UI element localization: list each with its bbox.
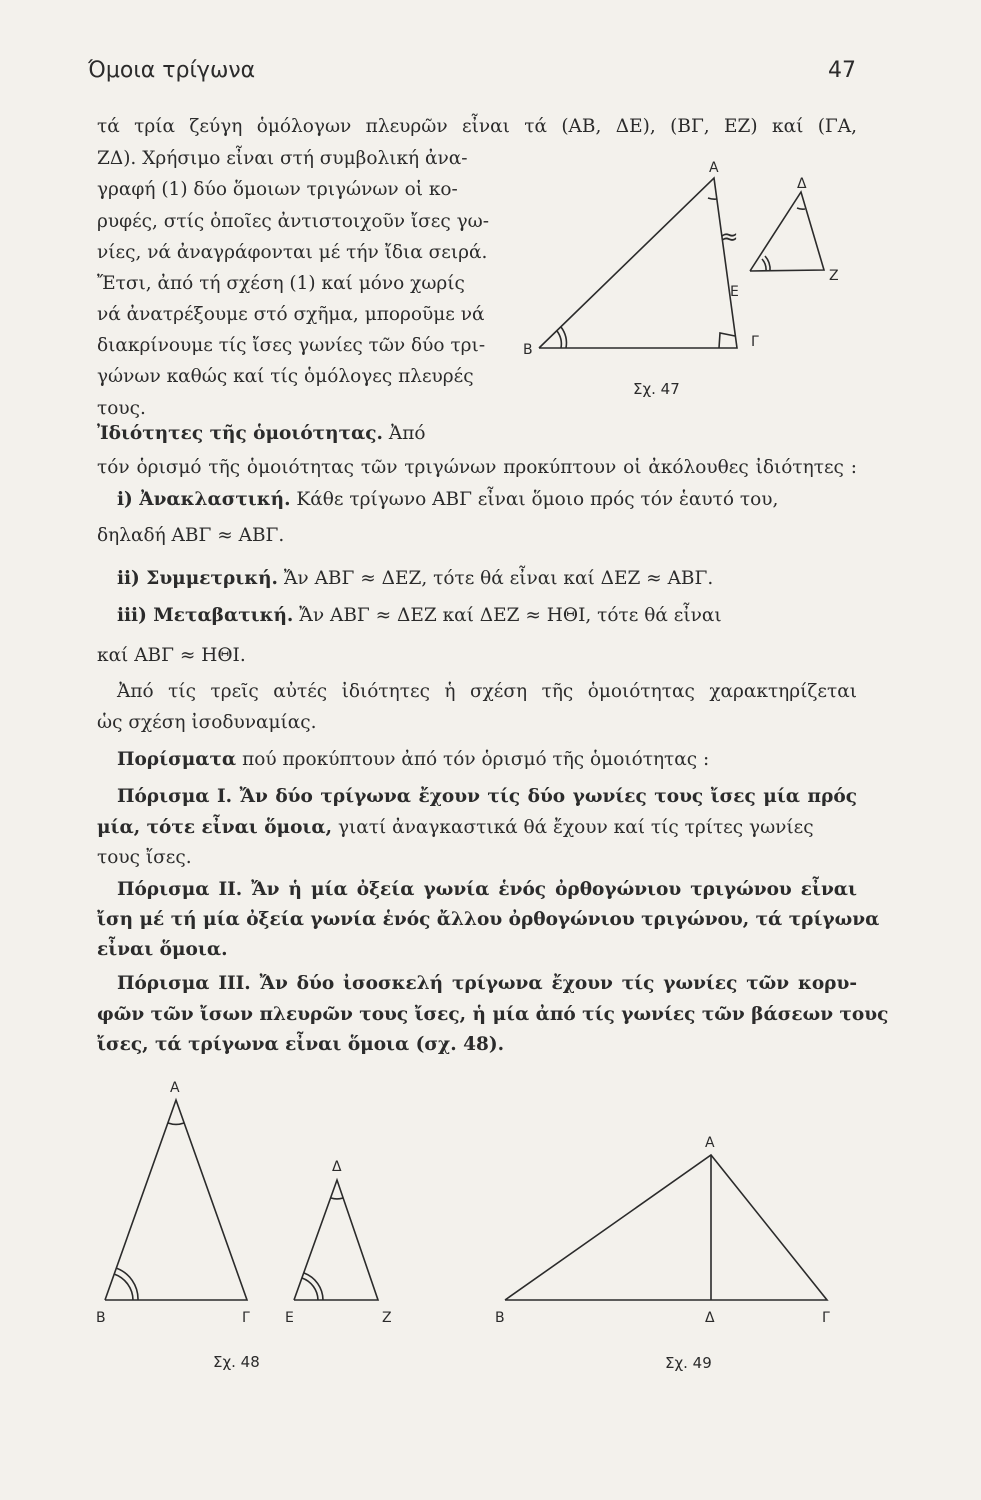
properties-heading-line — [97, 422, 426, 446]
figure-caption: Σχ. 47 — [633, 380, 680, 398]
vertex-label-g: Γ — [751, 334, 759, 350]
property-i — [117, 488, 778, 512]
triangle-abg — [505, 1155, 827, 1300]
corollaries-intro-text: πού προκύπτουν ἀπό τόν ὁρισμό τῆς ὁμοιότητας : — [242, 749, 710, 770]
vertex-label-d: Δ — [332, 1159, 342, 1175]
page-number: 47 — [828, 58, 856, 83]
corollary-2-line: Πόρισμα ΙΙ. Ἄν ἡ μία ὀξεία γωνία ἑνός ὀρθογώνιου τριγώνου εἶναι — [117, 879, 857, 900]
angle-mark-e — [762, 259, 766, 271]
properties-heading: Ἰδιότητες τῆς ὁμοιότητας. — [97, 423, 383, 444]
text-line: ρυφές, στίς ὁποῖες ἀντιστοιχοῦν ἴσες γω- — [97, 211, 489, 232]
property-text: Ἄν ΑΒΓ ≈ ΔΕΖ καί ΔΕΖ ≈ ΗΘΙ, τότε θά εἶναι — [299, 605, 722, 626]
property-label: iii) Μεταβατική. — [117, 605, 294, 626]
vertex-label-b: Β — [96, 1310, 106, 1326]
corollary-3-line: ἴσες, τά τρίγωνα εἶναι ὅμοια (σχ. 48). — [97, 1034, 505, 1055]
text-line: ὡς σχέση ἰσοδυναμίας. — [97, 712, 317, 733]
property-label: i) Ἀνακλαστική. — [117, 489, 291, 510]
vertex-label-z: Ζ — [382, 1310, 392, 1326]
text-line: γώνων καθώς καί τίς ὁμόλογες πλευρές — [97, 366, 474, 387]
property-ii — [117, 567, 713, 591]
property-text: Ἄν ΑΒΓ ≈ ΔΕΖ, τότε θά εἶναι καί ΔΕΖ ≈ ΑΒΓ. — [283, 568, 714, 589]
text-line: Ἀπό τίς τρεῖς αὐτές ἰδιότητες ἡ σχέση τῆς ὁμοιότητας χαρακτηρίζεται — [117, 681, 857, 702]
text-line: τους. — [97, 398, 146, 419]
figure-caption: Σχ. 49 — [665, 1354, 712, 1372]
text-line: γραφή (1) δύο ὅμοιων τριγώνων οἱ κο- — [97, 179, 458, 200]
angle-mark-b — [557, 331, 561, 348]
corollary-2-line: εἶναι ὅμοια. — [97, 939, 228, 960]
angle-mark-d — [331, 1198, 343, 1199]
corollary-1-line — [97, 816, 814, 840]
angle-mark-d — [797, 208, 805, 209]
corollaries-heading: Πορίσματα — [117, 749, 237, 770]
figure-49 — [490, 1130, 850, 1385]
vertex-label-a: Α — [709, 160, 719, 176]
text-line: καί ΑΒΓ ≈ ΗΘΙ. — [97, 645, 246, 666]
triangle-dez — [294, 1180, 378, 1300]
vertex-label-g: Γ — [822, 1310, 830, 1326]
corollary-3-line: φῶν τῶν ἴσων πλευρῶν τους ἴσες, ἡ μία ἀπό τίς γωνίες τῶν βάσεων τους — [97, 1004, 889, 1025]
property-label: ii) Συμμετρική. — [117, 568, 278, 589]
triangle-abg — [539, 178, 737, 348]
text-line: τους ἴσες. — [97, 847, 192, 868]
vertex-label-a: Α — [705, 1135, 715, 1151]
property-iii — [117, 604, 722, 628]
corollary-1-rest: γιατί ἀναγκαστικά θά ἔχουν καί τίς τρίτες γωνίες — [337, 817, 814, 838]
text-line: τά τρία ζεύγη ὁμόλογων πλευρῶν εἶναι τά (ΑΒ, ΔΕ), (ΒΓ, ΕΖ) καί (ΓΑ, — [97, 116, 857, 137]
text-line: τόν ὁρισμό τῆς ὁμοιότητας τῶν τριγώνων προκύπτουν οἱ ἀκόλουθες ἰδιότητες : — [97, 457, 857, 478]
triangle-abg — [105, 1100, 247, 1300]
corollary-1-bold: μία, τότε εἶναι ὅμοια, — [97, 817, 333, 838]
property-text: Κάθε τρίγωνο ΑΒΓ εἶναι ὅμοιο πρός τόν ἑαυτό του, — [296, 489, 779, 510]
figure-48 — [80, 1075, 410, 1385]
text-line: νά ἀνατρέξουμε στό σχῆμα, μποροῦμε νά — [97, 304, 485, 325]
triangle-dez — [750, 192, 824, 271]
text-line: ΖΔ). Χρήσιμο εἶναι στή συμβολική ἀνα- — [97, 148, 468, 169]
angle-mark-g — [719, 333, 735, 348]
vertex-label-d: Δ — [705, 1310, 715, 1326]
corollaries-intro — [117, 748, 709, 772]
vertex-label-e: Ε — [730, 284, 739, 300]
angle-mark-a — [708, 198, 717, 199]
corollary-1-line: Πόρισμα Ι. Ἄν δύο τρίγωνα ἔχουν τίς δύο γωνίες τους ἴσες μία πρός — [117, 786, 857, 807]
corollary-3-line: Πόρισμα ΙΙΙ. Ἄν δύο ἰσοσκελή τρίγωνα ἔχουν τίς γωνίες τῶν κορυ- — [117, 973, 857, 994]
running-header-title: Όμοια τρίγωνα — [88, 58, 256, 83]
vertex-label-d: Δ — [797, 176, 807, 192]
similarity-symbol: ≈ — [720, 225, 739, 250]
vertex-label-a: Α — [170, 1080, 180, 1096]
figure-47 — [515, 150, 855, 420]
text-line: νίες, νά ἀναγράφονται μέ τήν ἴδια σειρά. — [97, 242, 488, 263]
text-line: διακρίνουμε τίς ἴσες γωνίες τῶν δύο τρι- — [97, 335, 486, 356]
text-line: Ἔτσι, ἀπό τή σχέση (1) καί μόνο χωρίς — [97, 273, 465, 294]
vertex-label-g: Γ — [242, 1310, 250, 1326]
properties-heading-rest: Ἀπό — [388, 423, 426, 444]
vertex-label-b: Β — [495, 1310, 505, 1326]
vertex-label-e: Ε — [285, 1310, 294, 1326]
vertex-label-z: Ζ — [829, 268, 839, 284]
corollary-2-line: ἴση μέ τή μία ὀξεία γωνία ἑνός ἄλλου ὀρθογώνιου τριγώνου, τά τρίγωνα — [97, 909, 880, 930]
figure-caption: Σχ. 48 — [213, 1353, 260, 1371]
text-line: δηλαδή ΑΒΓ ≈ ΑΒΓ. — [97, 525, 285, 546]
vertex-label-b: Β — [523, 342, 533, 358]
angle-mark-a — [168, 1123, 184, 1124]
